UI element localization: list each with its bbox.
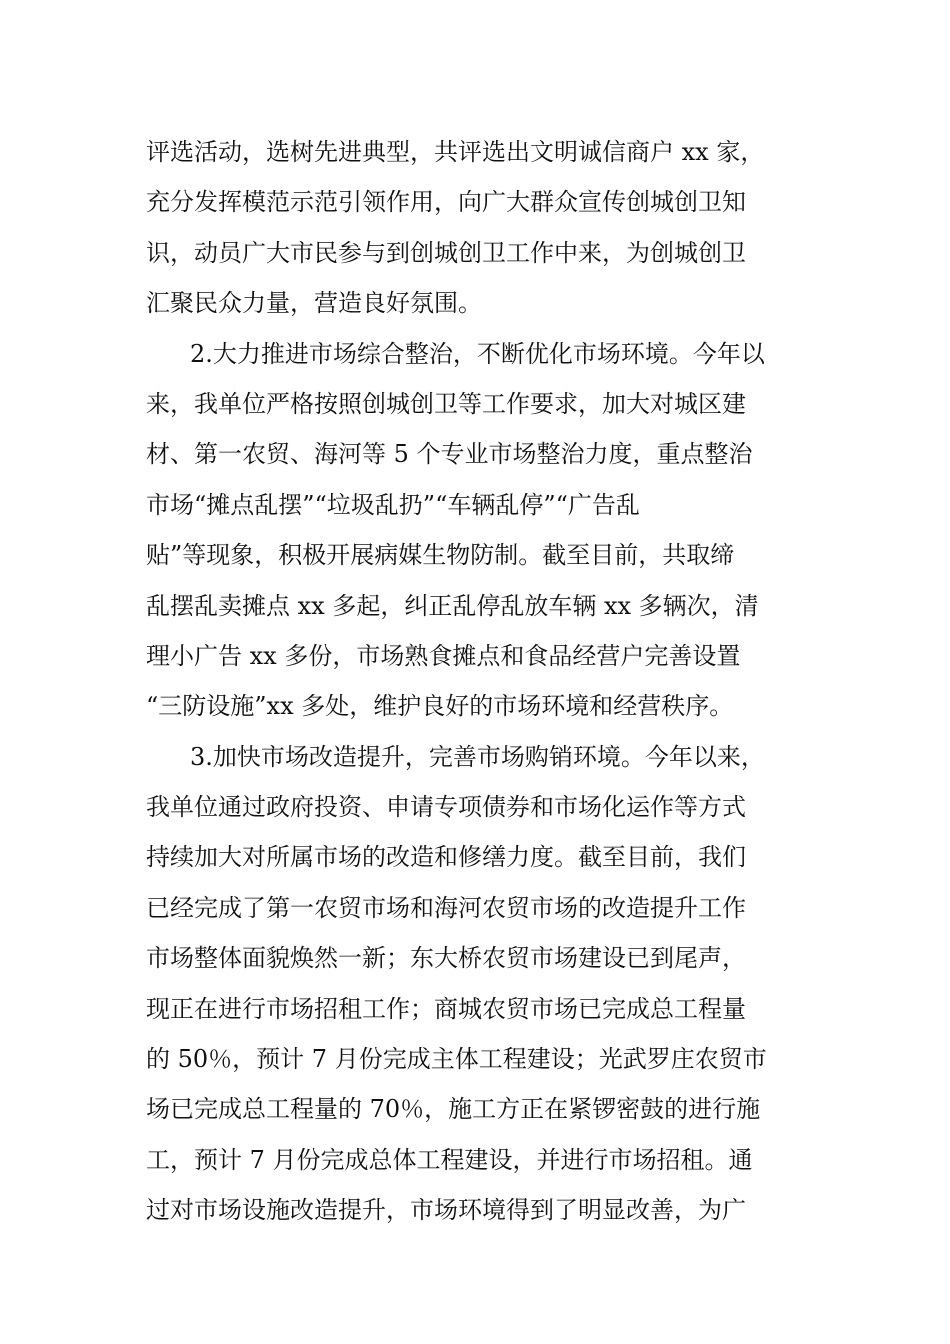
text-line: 汇聚民众力量，营造良好氛围。: [146, 289, 482, 318]
text-line: 贴”等现象，积极开展病媒生物防制。截至目前，共取缔: [146, 541, 735, 570]
text-line: “三防设施”xx 多处，维护良好的市场环境和经营秩序。: [146, 692, 734, 721]
document-body: [146, 127, 810, 1236]
text-line: 已经完成了第一农贸市场和海河农贸市场的改造提升工作: [146, 893, 746, 922]
text-line: 2.大力推进市场综合整治，不断优化市场环境。今年以: [190, 339, 765, 368]
text-line: 乱摆乱卖摊点 xx 多起，纠正乱停乱放车辆 xx 多辆次，清: [146, 591, 759, 620]
text-line: 评选活动，选树先进典型，共评选出文明诚信商户 xx 家，: [146, 138, 765, 166]
text-line: 材、第一农贸、海河等 5 个专业市场整治力度，重点整治: [146, 440, 753, 469]
text-line: 理小广告 xx 多份，市场熟食摊点和食品经营户完善设置: [146, 641, 741, 670]
text-line: 识，动员广大市民参与到创城创卫工作中来，为创城创卫: [146, 238, 746, 267]
text-line: 过对市场设施改造提升，市场环境得到了明显改善，为广: [146, 1196, 746, 1225]
paragraph-2: [146, 329, 810, 732]
text-line: 我单位通过政府投资、申请专项债券和市场化运作等方式: [146, 793, 746, 822]
paragraph-1: [146, 127, 810, 329]
text-line: 持续加大对所属市场的改造和修缮力度。截至目前，我们: [146, 843, 746, 872]
text-line: 市场“摊点乱摆”“垃圾乱扔”“车辆乱停”“广告乱: [146, 490, 640, 519]
text-line: 场已完成总工程量的 70％，施工方正在紧锣密鼓的进行施: [146, 1095, 761, 1124]
text-line: 工，预计 7 月份完成总体工程建设，并进行市场招租。通: [146, 1145, 753, 1174]
text-line: 来，我单位严格按照创城创卫等工作要求，加大对城区建: [146, 389, 746, 418]
paragraph-3: [146, 732, 810, 1236]
text-line: 市场整体面貌焕然一新；东大桥农贸市场建设已到尾声，: [146, 944, 746, 973]
text-line: 的 50％，预计 7 月份完成主体工程建设；光武罗庄农贸市: [146, 1045, 767, 1074]
text-line: 充分发挥模范示范引领作用，向广大群众宣传创城创卫知: [146, 188, 746, 217]
text-line: 3.加快市场改造提升，完善市场购销环境。今年以来，: [190, 742, 765, 771]
text-line: 现正在进行市场招租工作；商城农贸市场已完成总工程量: [146, 994, 746, 1023]
